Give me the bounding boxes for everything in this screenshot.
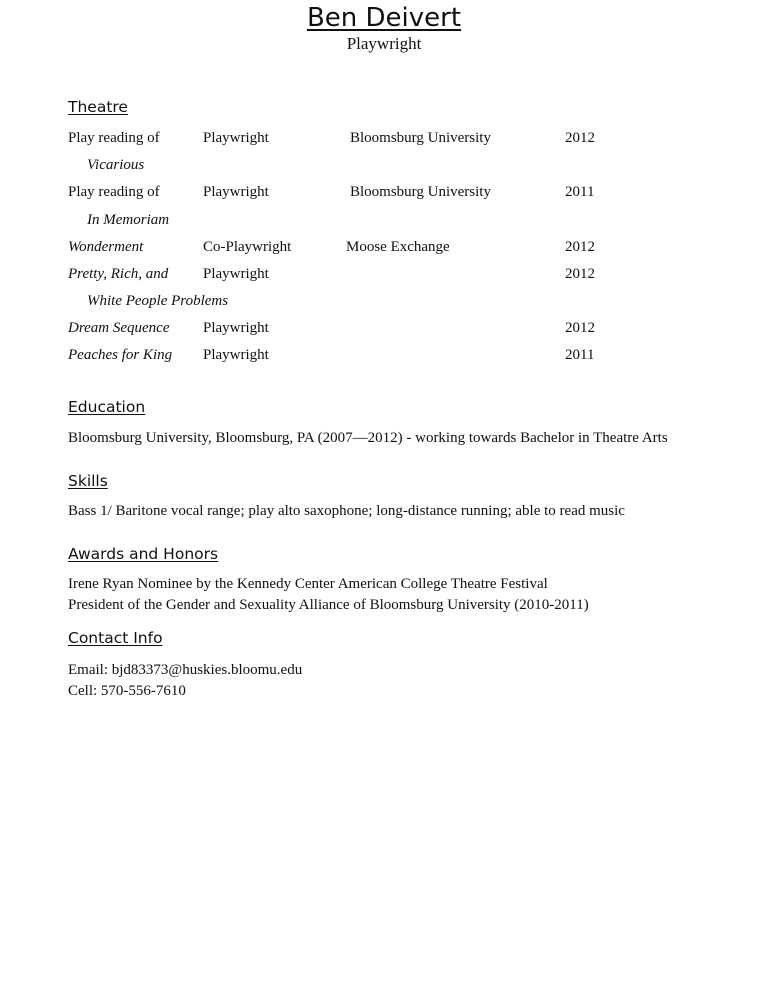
theatre-work: Dream Sequence — [68, 320, 170, 336]
education-text: Bloomsburg University, Bloomsburg, PA (2007—2012) - working towards Bachelor in Theatre Arts — [68, 430, 668, 446]
resume-name: Ben Deivert — [306, 3, 462, 33]
theatre-year: 2012 — [565, 320, 595, 336]
theatre-role: Playwright — [203, 130, 269, 146]
theatre-venue: Bloomsburg University — [350, 130, 491, 146]
contact-email: Email: bjd83373@huskies.bloomu.edu — [68, 662, 303, 678]
section-heading-theatre: Theatre — [68, 98, 128, 116]
award-item: Irene Ryan Nominee by the Kennedy Center American College Theatre Festival — [68, 576, 548, 592]
theatre-work: Pretty, Rich, and — [68, 266, 169, 282]
theatre-role: Playwright — [203, 320, 269, 336]
section-heading-contact: Contact Info — [68, 629, 163, 647]
resume-title: Playwright — [346, 34, 422, 53]
section-heading-awards: Awards and Honors — [68, 545, 219, 563]
theatre-year: 2011 — [565, 184, 595, 200]
theatre-work: Peaches for King — [68, 347, 173, 363]
section-heading-education: Education — [68, 398, 146, 416]
theatre-year: 2012 — [565, 130, 595, 146]
theatre-year: 2011 — [565, 347, 595, 363]
theatre-venue: Moose Exchange — [346, 239, 450, 255]
theatre-venue: Bloomsburg University — [350, 184, 491, 200]
skills-text: Bass 1/ Baritone vocal range; play alto saxophone; long-distance running; able to read music — [68, 503, 625, 519]
theatre-work-title: In Memoriam — [87, 212, 170, 228]
section-heading-skills: Skills — [68, 472, 108, 490]
theatre-work: Wonderment — [68, 239, 144, 255]
theatre-role: Playwright — [203, 347, 269, 363]
theatre-role: Playwright — [203, 184, 269, 200]
theatre-role: Co-Playwright — [203, 239, 292, 255]
theatre-work-title: Vicarious — [87, 157, 145, 173]
theatre-work: Play reading of — [68, 130, 160, 146]
contact-cell: Cell: 570-556-7610 — [68, 683, 186, 699]
award-item: President of the Gender and Sexuality Alliance of Bloomsburg University (2010-2011) — [68, 597, 589, 613]
theatre-year: 2012 — [565, 239, 595, 255]
theatre-year: 2012 — [565, 266, 595, 282]
theatre-work-title: White People Problems — [87, 293, 229, 309]
theatre-work: Play reading of — [68, 184, 160, 200]
theatre-role: Playwright — [203, 266, 269, 282]
